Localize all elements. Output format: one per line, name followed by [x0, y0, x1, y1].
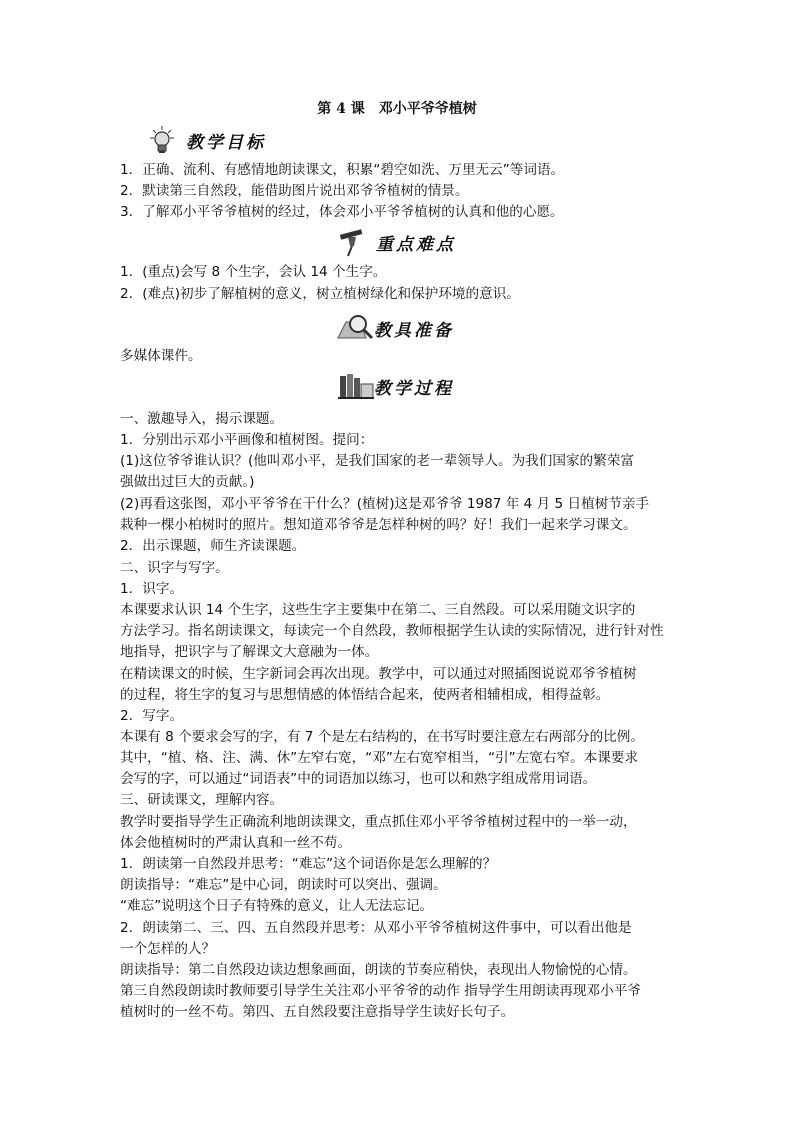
key-points-heading-text: 重点难点	[376, 234, 456, 255]
process-line: (2)再看这张图，邓小平爷爷在干什么？(植树)这是邓爷爷 1987 年 4 月 5 日植树节亲手	[120, 496, 650, 512]
process-line: 2．朗读第二、三、四、五自然段并思考：从邓小平爷爷植树这件事中，可以看出他是	[120, 920, 632, 936]
process-line: 1．识字。	[120, 581, 184, 597]
objective-item: 1．正确、流利、有感情地朗读课文，积累“碧空如洗、万里无云”等词语。	[120, 162, 565, 178]
books-icon	[336, 370, 372, 402]
materials-heading-text: 教具准备	[374, 320, 454, 341]
objectives-heading	[148, 124, 266, 156]
objectives-heading-text: 教学目标	[186, 132, 266, 153]
materials-text: 多媒体课件。	[120, 348, 202, 364]
process-line: 第三自然段朗读时教师要引导学生关注邓小平爷爷的动作 指导学生用朗读再现邓小平爷	[120, 983, 641, 999]
process-line: 强做出过巨大的贡献。)	[120, 474, 255, 490]
process-line: 的过程，将生字的复习与思想情感的体悟结合起来，使两者相辅相成，相得益彰。	[120, 687, 610, 703]
process-line: 1．朗读第一自然段并思考：“难忘”这个词语你是怎么理解的？	[120, 856, 497, 872]
process-line: 1．分别出示邓小平画像和植树图。提问：	[120, 432, 374, 448]
process-line: 其中，“植、格、注、满、休”左窄右宽，“邓”左右宽窄相当，“引”左宽右窄。本课要求	[120, 750, 639, 766]
process-line: 朗读指导：“难忘”是中心词，朗读时可以突出、强调。	[120, 877, 447, 893]
process-line: 栽种一棵小柏树时的照片。想知道邓爷爷是怎样种树的吗？好！我们一起来学习课文。	[120, 517, 637, 533]
materials-heading	[336, 312, 454, 344]
process-line: 植树时的一丝不苟。第四、五自然段要注意指导学生读好长句子。	[120, 1004, 515, 1020]
lesson-title: 第 4 课 邓小平爷爷植树	[317, 101, 477, 117]
process-line: 2．出示课题，师生齐读课题。	[120, 538, 306, 554]
process-line: 本课有 8 个要求会写的字，有 7 个是左右结构的，在书写时要注意左右两部分的比例。	[120, 729, 644, 745]
key-point-item: 2．(难点)初步了解植树的意义，树立植树绿化和保护环境的意识。	[120, 286, 520, 302]
objective-item: 3．了解邓小平爷爷植树的经过，体会邓小平爷爷植树的认真和他的心愿。	[120, 204, 564, 220]
process-line: 会写的字，可以通过“词语表”中的词语加以练习，也可以和熟字组成常用词语。	[120, 771, 597, 787]
objective-item: 2．默读第三自然段，能借助图片说出邓爷爷植树的情景。	[120, 183, 469, 199]
process-line: 一个怎样的人？	[120, 941, 216, 957]
process-line: 教学时要指导学生正确流利地朗读课文，重点抓住邓小平爷爷植树过程中的一举一动，	[120, 814, 637, 830]
key-points-heading	[338, 226, 456, 258]
pushpin-icon	[338, 226, 374, 258]
process-line: 三、研读课文，理解内容。	[120, 792, 284, 808]
process-line: 朗读指导：第二自然段边读边想象画面，朗读的节奏应稍快，表现出人物愉悦的心情。	[120, 962, 637, 978]
process-line: 2．写字。	[120, 708, 184, 724]
magnifier-icon	[336, 312, 372, 344]
process-line: 体会他植树时的严肃认真和一丝不苟。	[120, 835, 352, 851]
process-heading-text: 教学过程	[374, 378, 454, 399]
process-heading	[336, 370, 454, 402]
process-line: 方法学习。指名朗读课文，每读完一个自然段，教师根据学生认读的实际情况，进行针对性	[120, 623, 664, 639]
process-line: “难忘”说明这个日子有特殊的意义，让人无法忘记。	[120, 898, 434, 914]
process-line: (1)这位爷爷谁认识？(他叫邓小平，是我们国家的老一辈领导人。为我们国家的繁荣富	[120, 453, 634, 469]
process-line: 本课要求认识 14 个生字，这些生字主要集中在第二、三自然段。可以采用随文识字的	[120, 602, 636, 618]
process-line: 地指导，把识字与了解课文大意融为一体。	[120, 644, 379, 660]
process-line: 一、激趣导入，揭示课题。	[120, 411, 284, 427]
process-line: 在精读课文的时候，生字新词会再次出现。教学中，可以通过对照插图说说邓爷爷植树	[120, 666, 637, 682]
key-point-item: 1．(重点)会写 8 个生字，会认 14 个生字。	[120, 264, 387, 280]
process-line: 二、识字与写字。	[120, 560, 229, 576]
lightbulb-icon	[148, 124, 184, 156]
